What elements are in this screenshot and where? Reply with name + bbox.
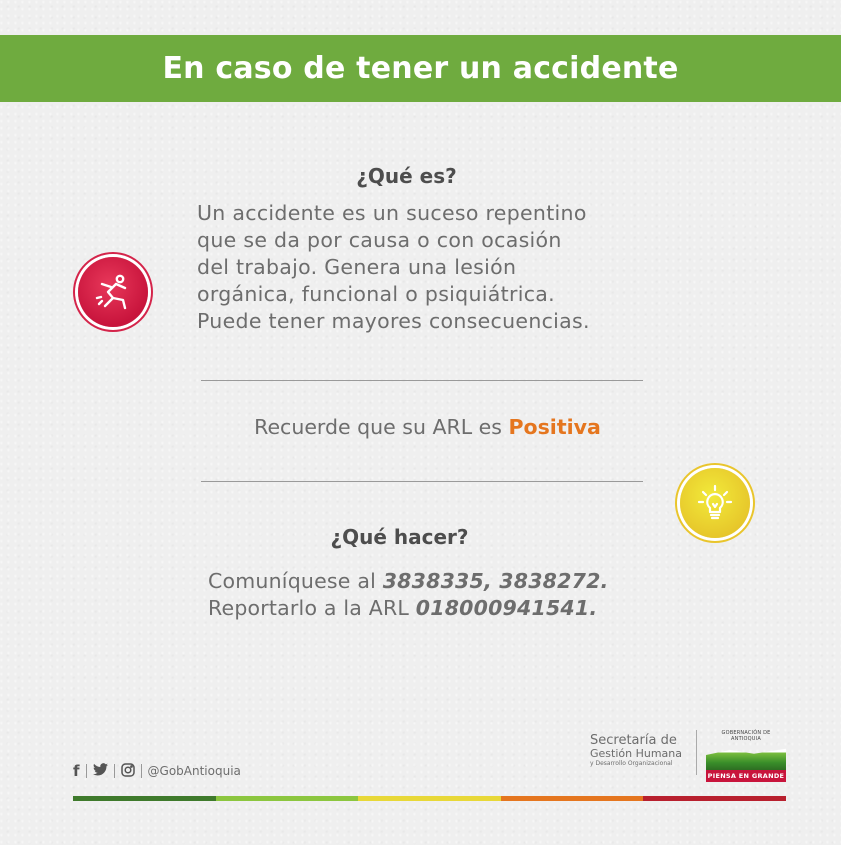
- divider-bottom: [201, 481, 643, 482]
- secretaria-line2: Gestión Humana: [590, 747, 683, 760]
- color-stripe-segment: [358, 796, 501, 801]
- header-banner: [0, 35, 841, 102]
- secretaria-line1: Secretaría de: [590, 733, 677, 748]
- color-stripe-segment: [73, 796, 216, 801]
- contact-line-phones: [208, 568, 688, 595]
- social-separator: [141, 764, 142, 778]
- description-line: Un accidente es un suceso repentino: [197, 201, 587, 225]
- reminder-text: Recuerde que su ARL es: [254, 415, 509, 439]
- gobernacion-tagline: PIENSA EN GRANDE: [707, 772, 785, 780]
- arl-phone-number: 018000941541.: [415, 596, 598, 620]
- color-stripe-segment: [216, 796, 359, 801]
- description-line: del trabajo. Genera una lesión: [197, 255, 517, 279]
- logo-divider: [696, 730, 697, 775]
- mountains-icon: [706, 745, 786, 770]
- divider-top: [201, 380, 643, 381]
- accident-description: [197, 200, 667, 335]
- description-line: orgánica, funcional o psiquiátrica.: [197, 282, 555, 306]
- falling-person-icon: [78, 257, 148, 327]
- contact-instructions: [208, 568, 688, 622]
- gobernacion-title: GOBERNACIÓN DE ANTIOQUIA: [721, 730, 771, 742]
- section-todo-title: ¿Qué hacer?: [330, 525, 469, 549]
- secretaria-line3: y Desarrollo Organizacional: [590, 760, 673, 767]
- contact-line-arl: [208, 595, 688, 622]
- contact-label: Comuníquese al: [208, 569, 383, 593]
- color-stripe: [73, 796, 786, 801]
- section-what-title: ¿Qué es?: [356, 164, 457, 188]
- phone-numbers: 3838335, 3838272.: [382, 569, 609, 593]
- arl-brand-name: Positiva: [508, 415, 601, 439]
- twitter-icon[interactable]: [93, 763, 108, 779]
- arl-label: Reportarlo a la ARL: [208, 596, 416, 620]
- social-bar: [73, 762, 241, 780]
- social-handle[interactable]: @GobAntioquia: [147, 764, 241, 778]
- secretaria-logo: [590, 733, 690, 768]
- instagram-icon[interactable]: [121, 763, 135, 780]
- description-line: que se da por causa o con ocasión: [197, 228, 562, 252]
- color-stripe-segment: [501, 796, 644, 801]
- arl-reminder: [0, 415, 841, 439]
- description-line: Puede tener mayores consecuencias.: [197, 309, 590, 333]
- facebook-icon[interactable]: f: [73, 762, 80, 780]
- gobernacion-logo: [706, 730, 786, 780]
- social-separator: [114, 764, 115, 778]
- color-stripe-segment: [643, 796, 786, 801]
- page-title: En caso de tener un accidente: [162, 51, 679, 86]
- social-separator: [86, 764, 87, 778]
